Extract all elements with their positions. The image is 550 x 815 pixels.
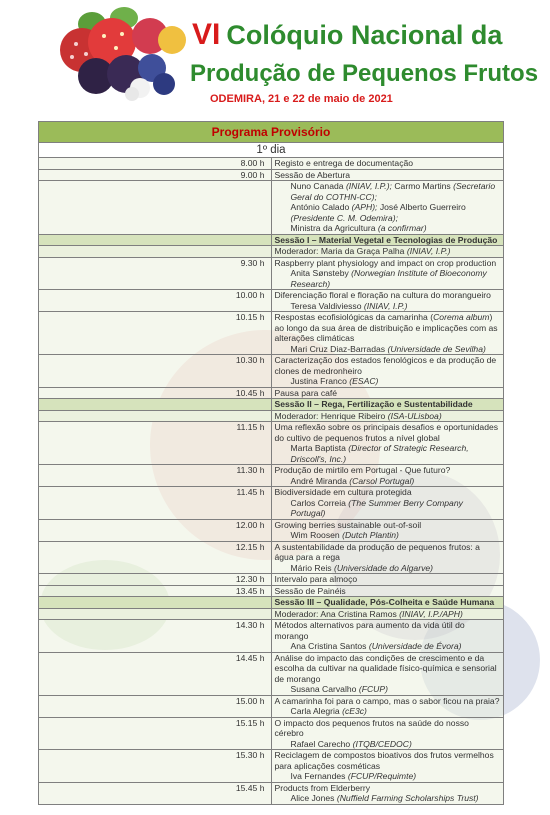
agenda-item (271, 652, 504, 695)
speaker-affiliation: (The Summer Berry Company Portugal) (290, 497, 463, 518)
agenda-row (39, 169, 504, 181)
time-cell: 14.45 h (39, 652, 272, 695)
speaker-line (275, 202, 501, 223)
speaker-affiliation: (Norwegian Institute of Bioeconomy Research) (290, 268, 487, 289)
time-cell: 9.30 h (39, 257, 272, 290)
talk-title: Caracterização dos estados fenológicos e da produção de clones de medronheiro (274, 355, 497, 376)
speaker-affiliation: (Carsol Portugal) (349, 475, 415, 486)
speaker-line (275, 443, 501, 464)
agenda-item (271, 257, 504, 290)
time-cell: 11.30 h (39, 465, 272, 487)
edition-number: VI (192, 18, 221, 51)
speaker-name: Anita Sønsteby (290, 268, 352, 278)
time-cell: 11.15 h (39, 422, 272, 465)
speaker-affiliation: (Presidente C. M. Odemira); (290, 212, 398, 223)
time-cell: 10.00 h (39, 290, 272, 312)
speaker-line (275, 771, 501, 782)
speaker-line (275, 498, 501, 519)
speaker-line (275, 301, 501, 312)
time-cell: 9.00 h (39, 169, 272, 181)
moderator-affiliation: (INIAV, I.P.) (406, 246, 451, 256)
agenda-item (271, 585, 504, 597)
agenda-item (271, 782, 504, 804)
agenda-row (39, 290, 504, 312)
speaker-line (275, 641, 501, 652)
event-location-date: ODEMIRA, 21 e 22 de maio de 2021 (210, 93, 393, 105)
talk-title: Growing berries sustainable out-of-soil (274, 519, 422, 530)
agenda-item (271, 465, 504, 487)
time-cell (39, 410, 272, 422)
time-cell: 15.30 h (39, 750, 272, 783)
agenda-row (39, 585, 504, 597)
speaker-name: Carlos Correia (290, 497, 349, 508)
speaker-name: Carmo Martins (391, 181, 454, 191)
speaker-line (275, 268, 501, 289)
moderator-row (39, 608, 504, 620)
talk-title: Diferenciação floral e floração na cultura do morangueiro (274, 290, 491, 300)
talk-title: Registo e entrega de documentação (274, 158, 414, 168)
talk-title: A camarinha foi para o campo, mas o sabor ficou na praia? (274, 695, 500, 706)
agenda-row (39, 750, 504, 783)
time-cell (39, 399, 272, 411)
speaker-name: Ministra da Agricultura (290, 223, 378, 233)
moderator (271, 246, 504, 258)
speaker-line (275, 739, 501, 750)
agenda-row (39, 782, 504, 804)
speaker-line (275, 223, 501, 234)
speaker-line (275, 376, 501, 387)
speaker-affiliation: (Director of Strategic Research, Driscoll's, Inc.) (290, 443, 469, 464)
agenda-item (271, 181, 504, 235)
speaker-affiliation: (cE3c) (342, 706, 367, 716)
agenda-row (39, 387, 504, 399)
time-cell (39, 608, 272, 620)
agenda-item (271, 387, 504, 399)
speaker-name: Alice Jones (290, 793, 337, 803)
time-cell: 10.30 h (39, 355, 272, 388)
moderator-name: Moderador: Ana Cristina Ramos (274, 608, 400, 619)
time-cell: 12.15 h (39, 541, 272, 574)
time-cell: 10.45 h (39, 387, 272, 399)
session-title: Sessão I – Material Vegetal e Tecnologias de Produção (271, 234, 504, 246)
talk-title: Pausa para café (274, 387, 338, 398)
talk-title: A sustentabilidade da produção de pequenos frutos: a água para a rega (274, 541, 480, 562)
speaker-name: Mário Reis (290, 562, 334, 573)
moderator-name: Moderador: Henrique Ribeiro (274, 410, 388, 421)
speaker-affiliation: (INIAV, I.P.); (345, 181, 392, 191)
moderator-affiliation: (INIAV, I.P./APH) (399, 608, 463, 619)
agenda-row (39, 355, 504, 388)
time-cell: 12.00 h (39, 519, 272, 541)
speaker-line (275, 706, 501, 717)
agenda-row (39, 541, 504, 574)
talk-title: Products from Elderberry (274, 782, 371, 793)
speaker-affiliation: (Secretario Geral do COTHN-CC); (290, 181, 496, 202)
speaker-name: António Calado (290, 202, 352, 212)
agenda-item (271, 422, 504, 465)
speaker-affiliation: (INIAV, I.P.) (363, 300, 408, 311)
agenda-item (271, 695, 504, 717)
time-cell: 12.30 h (39, 574, 272, 586)
talk-title: Produção de mirtilo em Portugal - Que futuro? (274, 465, 451, 475)
speaker-line (275, 563, 501, 574)
day-label: 1º dia (39, 143, 504, 158)
agenda-item (271, 355, 504, 388)
speaker-name: Susana Carvalho (290, 684, 359, 694)
agenda-row (39, 717, 504, 750)
day-row (39, 143, 504, 158)
time-cell (39, 246, 272, 258)
session-title: Sessão III – Qualidade, Pós-Colheita e Saúde Humana (271, 597, 504, 609)
time-cell: 10.15 h (39, 312, 272, 355)
speaker-affiliation: (FCUP) (358, 684, 388, 694)
speaker-affiliation: (ITQB/CEDOC) (352, 738, 412, 749)
talk-title: Respostas ecofisiológicas da camarinha (Corema album) ao longo da sua área de distribuição e implicações com as alterações climáticas (274, 312, 498, 343)
time-cell: 8.00 h (39, 158, 272, 170)
speaker-affiliation: (Universidade de Sevilha) (387, 343, 486, 354)
moderator (271, 410, 504, 422)
talk-title: Uma reflexão sobre os principais desafios e oportunidades do cultivo de pequenos frutos a nível global (274, 422, 499, 443)
time-cell (39, 597, 272, 609)
speaker-name: Nuno Canada (290, 181, 346, 191)
agenda-item (271, 620, 504, 653)
agenda-item (271, 519, 504, 541)
session-header-row (39, 234, 504, 246)
agenda-item (271, 717, 504, 750)
agenda-row (39, 422, 504, 465)
talk-title: Sessão de Painéis (274, 585, 346, 596)
speaker-name: André Miranda (290, 475, 350, 486)
time-cell: 15.15 h (39, 717, 272, 750)
moderator-affiliation: (ISA-ULisboa) (387, 410, 442, 421)
speaker-name: Carla Alegria (290, 706, 343, 716)
talk-title: Intervalo para almoço (274, 574, 358, 584)
agenda-row (39, 652, 504, 695)
agenda-item (271, 750, 504, 783)
agenda-item (271, 541, 504, 574)
speaker-name: Ana Cristina Santos (290, 641, 369, 651)
speaker-affiliation: (a confirmar) (377, 223, 427, 233)
time-cell: 14.30 h (39, 620, 272, 653)
agenda-item (271, 487, 504, 520)
time-cell (39, 181, 272, 235)
agenda-item (271, 312, 504, 355)
speaker-name: Marta Baptista (290, 443, 349, 453)
speaker-line (275, 344, 501, 355)
agenda-row (39, 257, 504, 290)
time-cell: 15.00 h (39, 695, 272, 717)
agenda-row (39, 181, 504, 235)
session-title: Sessão II – Rega, Fertilização e Sustentabilidade (271, 399, 504, 411)
moderator-name: Moderador: Maria da Graça Palha (274, 246, 407, 256)
speaker-line (275, 684, 501, 695)
speaker-affiliation: (Dutch Plantin) (342, 530, 399, 540)
time-cell: 13.45 h (39, 585, 272, 597)
talk-title: Métodos alternativos para aumento da vida útil do morango (274, 620, 465, 641)
agenda-row (39, 158, 504, 170)
agenda-item (271, 158, 504, 170)
talk-title: Reciclagem de compostos bioativos dos frutos vermelhos para aplicações cosméticas (274, 750, 494, 771)
speaker-affiliation: (APH); (351, 202, 378, 212)
moderator (271, 608, 504, 620)
time-cell: 11.45 h (39, 487, 272, 520)
time-cell (39, 234, 272, 246)
agenda-row (39, 620, 504, 653)
speaker-name: Rafael Carecho (290, 738, 353, 749)
speaker-affiliation: (Universidade de Évora) (368, 641, 462, 651)
speaker-affiliation: (Universidade do Algarve) (333, 562, 434, 573)
agenda-row (39, 312, 504, 355)
speaker-line (275, 476, 501, 487)
talk-title: Análise do impacto das condições de crescimento e da escolha da cultivar na qualidade físico-química e sensorial de morango (274, 652, 497, 684)
program-title: Programa Provisório (39, 122, 504, 143)
program-table (38, 121, 504, 805)
event-title-line1: VI Colóquio Nacional da (192, 18, 503, 51)
agenda-item (271, 169, 504, 181)
moderator-row (39, 246, 504, 258)
speaker-affiliation: (FCUP/Requimte) (347, 771, 417, 781)
speaker-name: Teresa Valdiviesso (290, 300, 364, 311)
agenda-row (39, 465, 504, 487)
speaker-name: José Alberto Guerreiro (377, 202, 466, 212)
talk-title: Biodiversidade em cultura protegida (274, 487, 412, 497)
talk-title: Sessão de Abertura (274, 169, 350, 180)
agenda-item (271, 574, 504, 586)
agenda-row (39, 574, 504, 586)
speaker-affiliation: (Nuffield Farming Scholarships Trust) (336, 793, 479, 803)
agenda-row (39, 487, 504, 520)
speaker-name: Justina Franco (290, 376, 350, 386)
speaker-line (275, 530, 501, 541)
speaker-line (275, 793, 501, 804)
agenda-item (271, 290, 504, 312)
speaker-name: Mari Cruz Diaz-Barradas (290, 343, 388, 354)
speaker-affiliation: (ESAC) (349, 376, 379, 386)
talk-title: Raspberry plant physiology and impact on crop production (274, 257, 497, 268)
speaker-name: Iva Fernandes (290, 771, 348, 781)
moderator-row (39, 410, 504, 422)
event-title-line2: Produção de Pequenos Frutos (190, 60, 539, 87)
species-name: Corema album (433, 312, 490, 322)
program-title-row (39, 122, 504, 143)
header (0, 0, 550, 118)
agenda-row (39, 519, 504, 541)
session-header-row (39, 399, 504, 411)
agenda-row (39, 695, 504, 717)
time-cell: 15.45 h (39, 782, 272, 804)
session-header-row (39, 597, 504, 609)
talk-title: O impacto dos pequenos frutos na saúde do nosso cérebro (274, 717, 469, 738)
speaker-line (275, 181, 501, 202)
speaker-name: Wim Roosen (290, 530, 343, 540)
